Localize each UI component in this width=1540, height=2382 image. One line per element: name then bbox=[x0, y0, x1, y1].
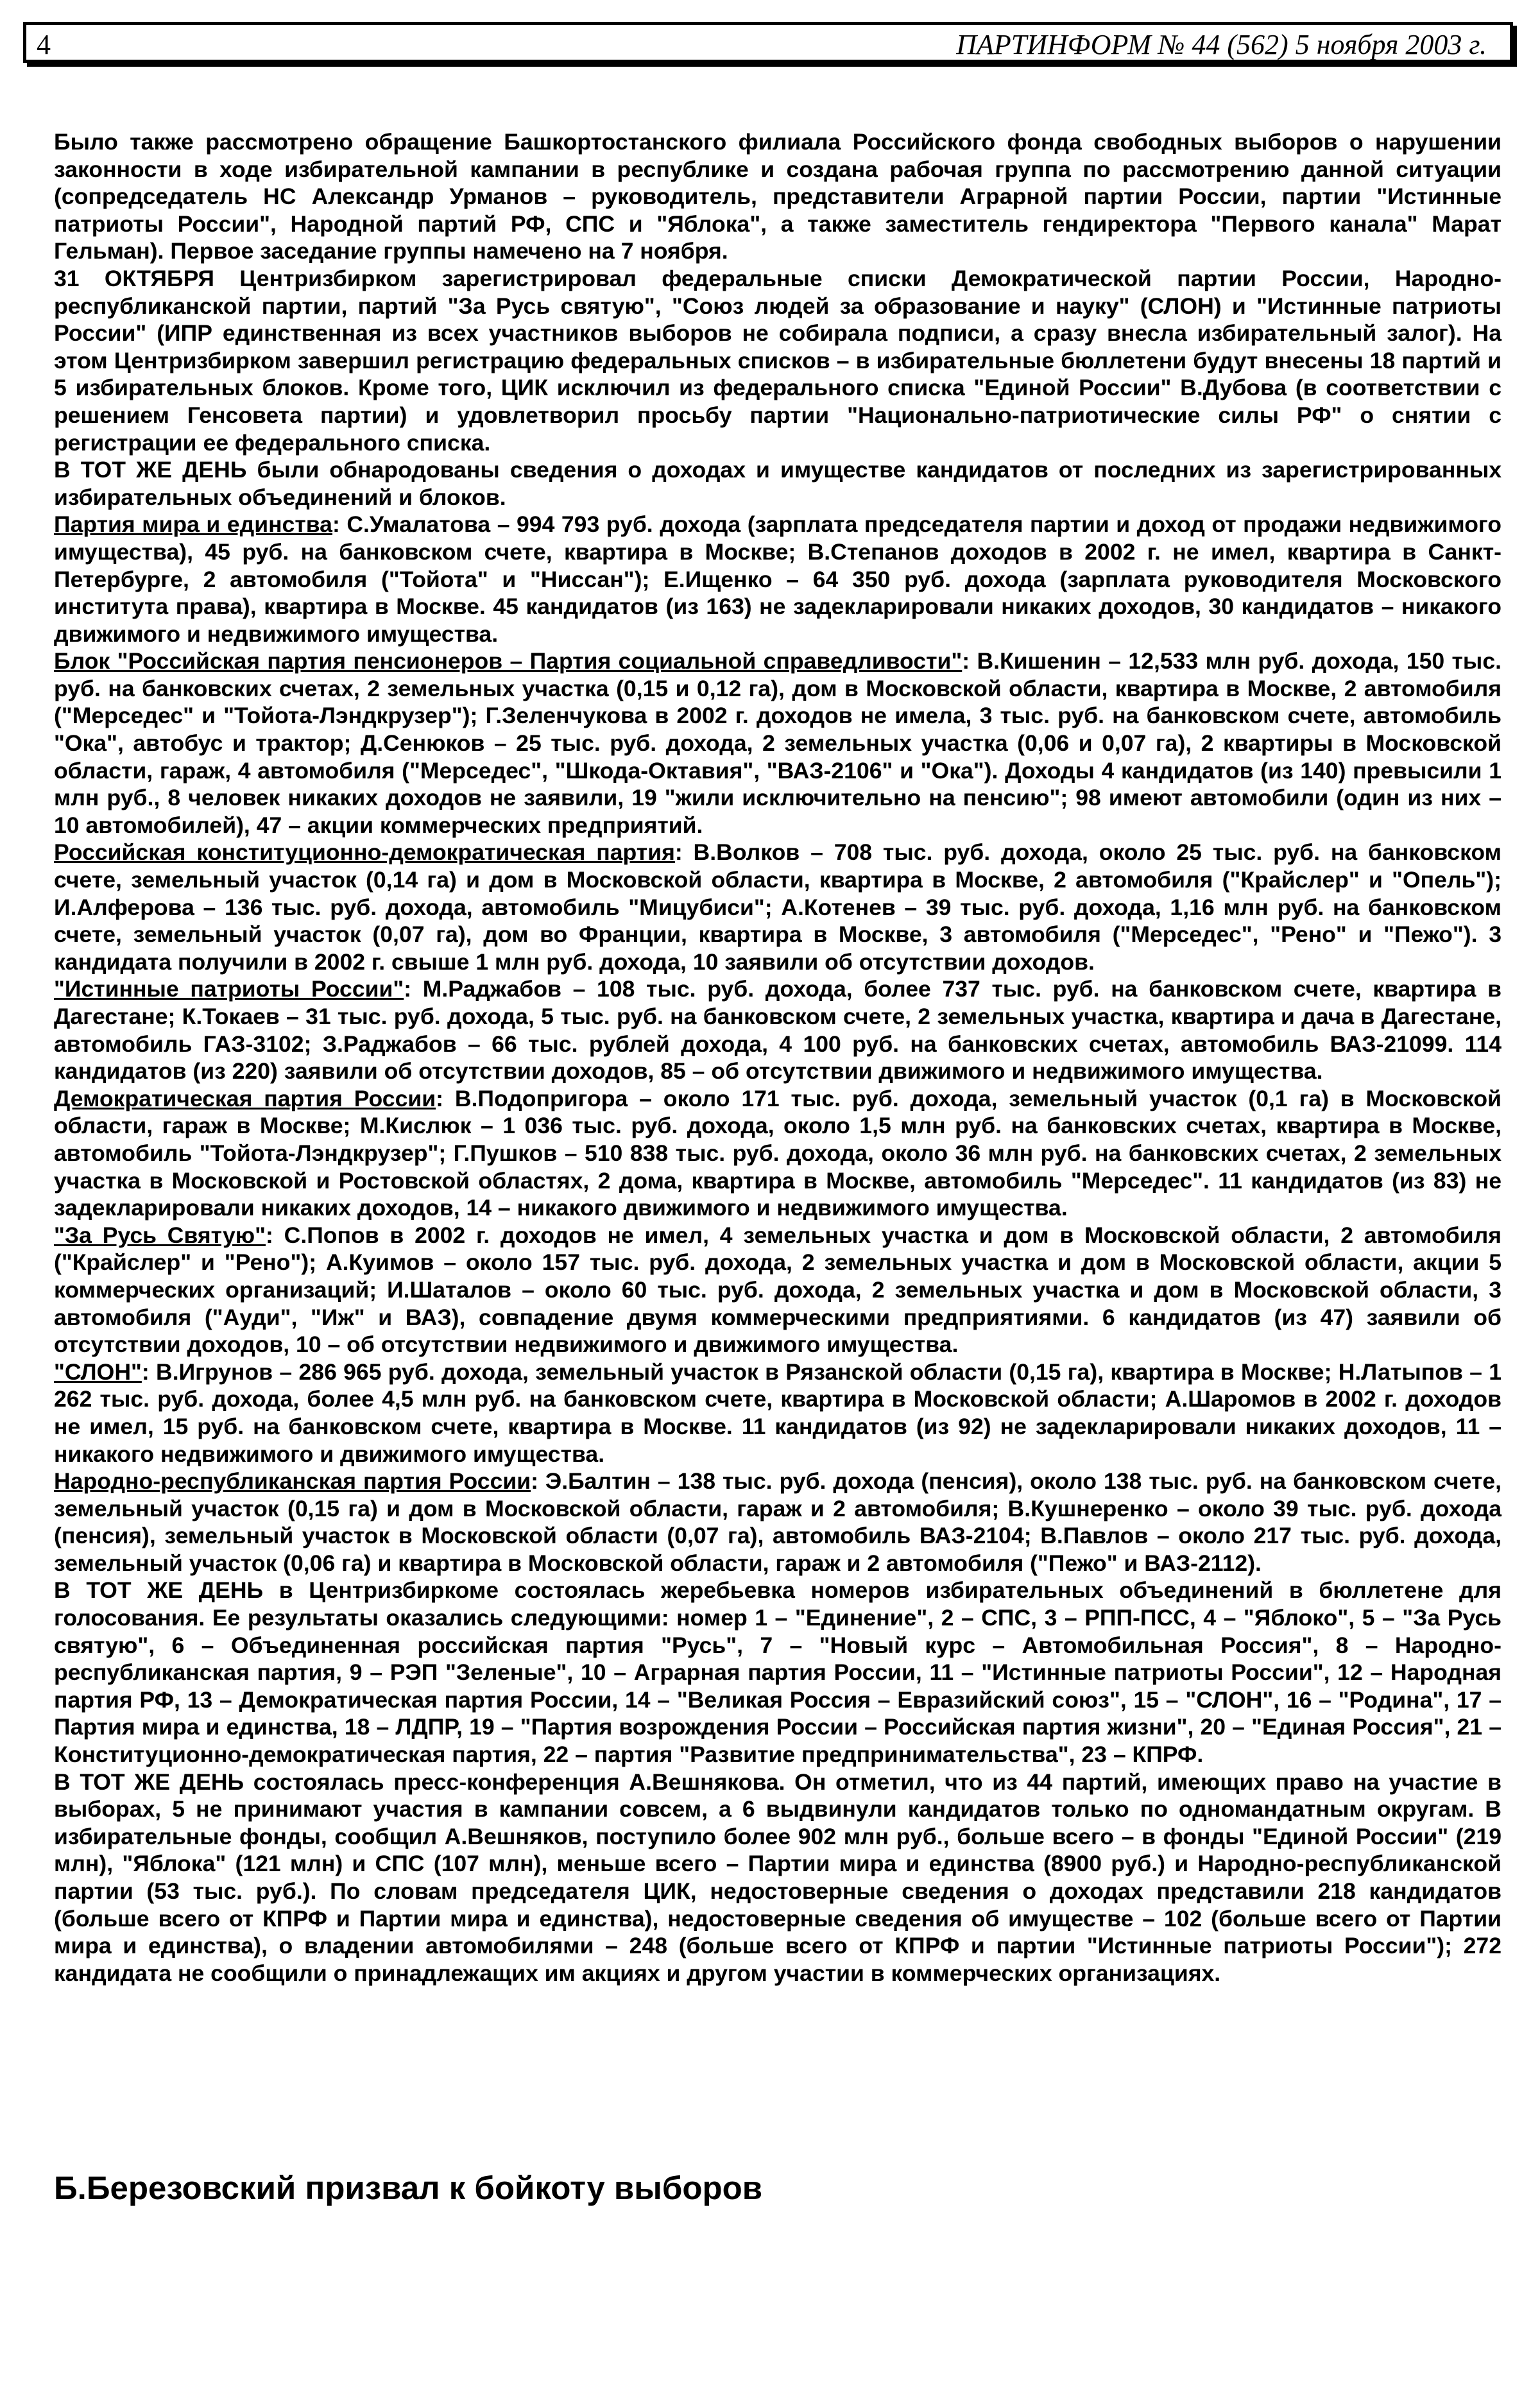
article-body bbox=[54, 128, 1502, 1987]
page-number: 4 bbox=[37, 29, 51, 60]
paragraph-text: : Э.Балтин – 138 тыс. руб. дохода (пенсия), около 138 тыс. руб. на банковском счете, земельный участок (0,15 га) и дом в Московской области, гараж и 2 автомобиля; В.Кушнеренко – около 39 тыс. руб. дохода (пенсия), земельный участок в Московской области (0,07 га), автомобиль ВАЗ-2104; В.Павлов – около 217 тыс. руб. дохода, земельный участок (0,06 га) и квартира в Московской области, гараж и 2 автомобиля ("Пежо" и ВАЗ-2112). bbox=[54, 1468, 1502, 1576]
paragraph-text: : В.Подопригора – около 171 тыс. руб. дохода, земельный участок (0,1 га) в Московской области, гараж в Москве; М.Кислюк – 1 036 тыс. руб. дохода, около 1,5 млн руб. на банковских счетах, квартира в Москве, автомобиль "Тойота-Лэндкрузер"; Г.Пушков – 510 838 тыс. руб. дохода, около 36 млн руб. на банковских счетах, 2 земельных участка в Московской и Ростовской областях, 2 дома, квартира в Москве, автомобиль "Мерседес". 11 кандидатов (из 83) не задекларировали никаких доходов, 14 – никакого движимого и недвижимого имущества. bbox=[54, 1085, 1502, 1221]
paragraph bbox=[54, 1358, 1502, 1468]
page-header bbox=[23, 22, 1513, 63]
paragraph bbox=[54, 1085, 1502, 1222]
party-name: Блок "Российская партия пенсионеров – Партия социальной справедливости" bbox=[54, 648, 963, 674]
paragraph: 31 ОКТЯБРЯ Центризбирком зарегистрировал федеральные списки Демократической партии России, Народно-республиканской партии, партий "За Русь святую", "Союз людей за образование и науку" (СЛОН) и "Истинные патриоты России" (ИПР единственная из всех участников выборов не собирала подписи, а сразу внесла избирательный залог). На этом Центризбирком завершил регистрацию федеральных списков – в избирательные бюллетени будут внесены 18 партий и 5 избирательных блоков. Кроме того, ЦИК исключил из федерального списка "Единой России" В.Дубова (в соответствии с решением Генсовета партии) и удовлетворил просьбу партии "Национально-патриотические силы РФ" о снятии с регистрации ее федерального списка. bbox=[54, 265, 1502, 456]
party-name: "СЛОН" bbox=[54, 1358, 142, 1385]
next-article-heading: Б.Березовский призвал к бойкоту выборов bbox=[54, 2170, 763, 2206]
paragraph bbox=[54, 647, 1502, 839]
issue-title: ПАРТИНФОРМ № 44 (562) 5 ноября 2003 г. bbox=[956, 29, 1487, 60]
paragraph bbox=[54, 975, 1502, 1084]
paragraph bbox=[54, 1468, 1502, 1577]
paragraph: В ТОТ ЖЕ ДЕНЬ состоялась пресс-конференция А.Вешнякова. Он отметил, что из 44 партий, имеющих право на участие в выборах, 5 не принимают участия в кампании совсем, а 6 выдвинули кандидатов только по одномандатным округам. В избирательные фонды, сообщил А.Вешняков, поступило более 902 млн руб., больше всего – в фонды "Единой России" (219 млн), "Яблока" (121 млн) и СПС (107 млн), меньше всего – Партии мира и единства (8900 руб.) и Народно-республиканской партии (53 тыс. руб.). По словам председателя ЦИК, недостоверные сведения о доходах представили 218 кандидатов (больше всего от КПРФ и Партии мира и единства), недостоверные сведения об имуществе – 102 (больше всего от Партии мира и единства), о владении автомобилями – 248 (больше всего от КПРФ и партии "Истинные патриоты России"); 272 кандидата не сообщили о принадлежащих им акциях и другом участии в коммерческих организациях. bbox=[54, 1769, 1502, 1986]
paragraph: В ТОТ ЖЕ ДЕНЬ в Центризбиркоме состоялась жеребьевка номеров избирательных объединений в бюллетене для голосования. Ее результаты оказались следующими: номер 1 – "Единение", 2 – СПС, 3 – РПП-ПСС, 4 – "Яблоко", 5 – "За Русь святую", 6 – Объединенная российская партия "Русь", 7 – "Новый курс – Автомобильная Россия", 8 – Народно-республиканская партия, 9 – РЭП "Зеленые", 10 – Аграрная партия России, 11 – "Истинные патриоты России", 12 – Народная партия РФ, 13 – Демократическая партия России, 14 – "Великая Россия – Евразийский союз", 15 – "СЛОН", 16 – "Родина", 17 – Партия мира и единства, 18 – ЛДПР, 19 – "Партия возрождения России – Российская партия жизни", 20 – "Единая Россия", 21 – Конституционно-демократическая партия, 22 – партия "Развитие предпринимательства", 23 – КПРФ. bbox=[54, 1577, 1502, 1768]
paragraph-text: : В.Игрунов – 286 965 руб. дохода, земельный участок в Рязанской области (0,15 га), квартира в Москве; Н.Латыпов – 1 262 тыс. руб. дохода, более 4,5 млн руб. на банковском счете, квартира в Московской области; А.Шаромов в 2002 г. доходов не имел, 15 руб. на банковском счете, квартира в Москве. 11 кандидатов (из 92) не задекларировали никаких доходов, 11 – никакого недвижимого и движимого имущества. bbox=[54, 1358, 1502, 1467]
paragraph bbox=[54, 839, 1502, 975]
party-name: Российская конституционно-демократическая партия bbox=[54, 839, 675, 866]
party-name: Партия мира и единства bbox=[54, 511, 332, 538]
paragraph-text: : С.Попов в 2002 г. доходов не имел, 4 земельных участка и дом в Московской области, 2 автомобиля ("Крайслер" и "Рено"); А.Куимов – около 157 тыс. руб. дохода, 2 земельных участка и дом в Московской области, акции 5 коммерческих организаций; И.Шаталов – около 60 тыс. руб. дохода, 2 земельных участка и дом в Московской области, 3 автомобиля ("Ауди", "Иж" и ВАЗ), совпадение двумя коммерческими предприятиями. 6 кандидатов (из 47) заявили об отсутствии доходов, 10 – об отсутствии недвижимого и движимого имущества. bbox=[54, 1222, 1502, 1358]
paragraph: Было также рассмотрено обращение Башкортостанского филиала Российского фонда свободных выборов о нарушении законности в ходе избирательной кампании в республике и создана рабочая группа по рассмотрению данной ситуации (сопредседатель НС Александр Урманов – руководитель, представители Аграрной партии России, партии "Истинные патриоты России", Народной партий РФ, СПС и "Яблока", а также заместитель гендиректора "Первого канала" Марат Гельман). Первое заседание группы намечено на 7 ноября. bbox=[54, 129, 1502, 264]
party-name: Народно-республиканская партия России bbox=[54, 1468, 531, 1495]
paragraph: В ТОТ ЖЕ ДЕНЬ были обнародованы сведения о доходах и имуществе кандидатов от последних из зарегистрированных избирательных объединений и блоков. bbox=[54, 457, 1502, 510]
party-name: Демократическая партия России bbox=[54, 1085, 436, 1111]
party-name: "Истинные патриоты России" bbox=[54, 976, 404, 1002]
paragraph-text: : С.Умалатова – 994 793 руб. дохода (зарплата председателя партии и доход от продажи недвижимого имущества), 45 руб. на банковском счете, квартира в Москве; В.Степанов доходов в 2002 г. не имел, квартира в Санкт-Петербурге, 2 автомобиля ("Тойота" и "Ниссан"); Е.Ищенко – 64 350 руб. дохода (зарплата руководителя Московского института права), квартира в Москве. 45 кандидатов (из 163) не задекларировали никаких доходов, 30 кандидатов – никакого движимого и недвижимого имущества. bbox=[54, 511, 1502, 647]
paragraph-text: : В.Кишенин – 12,533 млн руб. дохода, 150 тыс. руб. на банковских счетах, 2 земельных участка (0,15 и 0,12 га), дом в Московской области, квартира в Москве, 2 автомобиля ("Мерседес" и "Тойота-Лэндкрузер"); Г.Зеленчукова в 2002 г. доходов не имела, 3 тыс. руб. на банковском счете, автомобиль "Ока", автобус и трактор; Д.Сенюков – 25 тыс. руб. дохода, 2 земельных участка (0,06 и 0,07 га), 2 квартиры в Московской области, гараж, 4 автомобиля ("Мерседес", "Шкода-Октавия", "ВАЗ-2106" и "Ока"). Доходы 4 кандидатов (из 140) превысили 1 млн руб., 8 человек никаких доходов не заявили, 19 "жили исключительно на пенсию"; 98 имеют автомобили (один из них – 10 автомобилей), 47 – акции коммерческих предприятий. bbox=[54, 648, 1502, 838]
paragraph-text: : М.Раджабов – 108 тыс. руб. дохода, более 737 тыс. руб. на банковском счете, квартира в Дагестане; К.Токаев – 31 тыс. руб. дохода, 5 тыс. руб. на банковском счете, 2 земельных участка, квартира и дача в Дагестане, автомобиль ГАЗ-3102; З.Раджабов – 66 тыс. рублей дохода, 4 100 руб. на банковских счетах, автомобиль ВАЗ-21099. 114 кандидатов (из 220) заявили об отсутствии доходов, 85 – об отсутствии движимого и недвижимого имущества. bbox=[54, 976, 1502, 1084]
paragraph bbox=[54, 511, 1502, 647]
paragraph-text: : В.Волков – 708 тыс. руб. дохода, около 25 тыс. руб. на банковском счете, земельный участок (0,14 га) и дом в Московской области, квартира в Москве, 2 автомобиля ("Крайслер" и "Опель"); И.Алферова – 136 тыс. руб. дохода, автомобиль "Мицубиси"; А.Котенев – 39 тыс. руб. дохода, 1,16 млн руб. на банковском счете, земельный участок (0,07 га), дом во Франции, квартира в Москве, 3 автомобиля ("Мерседес", "Рено" и "Пежо"). 3 кандидата получили в 2002 г. свыше 1 млн руб. дохода, 10 заявили об отсутствии доходов. bbox=[54, 839, 1502, 975]
party-name: "За Русь Святую" bbox=[54, 1222, 266, 1248]
paragraph bbox=[54, 1222, 1502, 1358]
